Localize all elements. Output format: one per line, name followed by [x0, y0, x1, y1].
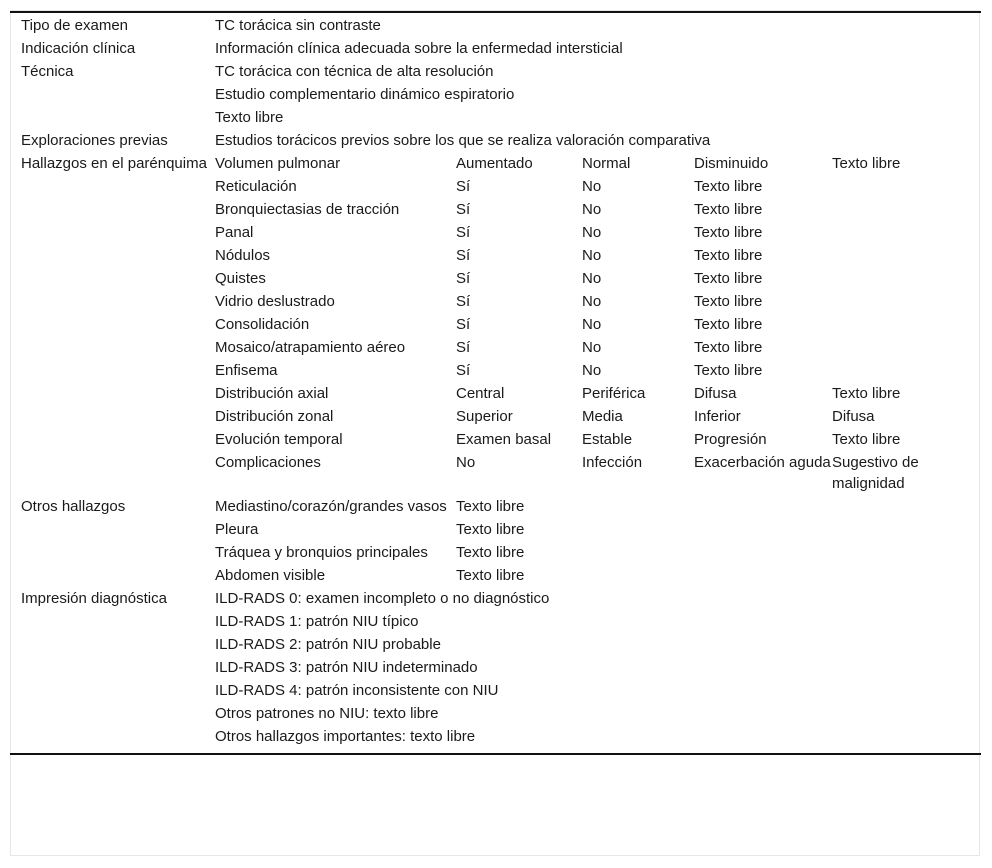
option-cell: Sí	[456, 224, 471, 241]
section-label: Tipo de examen	[21, 17, 129, 34]
item-label: Nódulos	[215, 247, 271, 264]
table-row	[10, 37, 981, 60]
item-label: ILD-RADS 4: patrón inconsistente con NIU	[215, 682, 499, 699]
option-cell: Sí	[456, 178, 471, 195]
option-cell: Progresión	[694, 431, 767, 448]
option-cell: No	[456, 454, 476, 471]
item-label: Estudios torácicos previos sobre los que se realiza valoración comparativa	[215, 132, 711, 149]
option-cell: Texto libre	[694, 270, 763, 287]
option-cell: No	[582, 316, 602, 333]
item-label: Distribución axial	[215, 385, 329, 402]
option-cell: Texto libre	[456, 544, 525, 561]
option-cell: Superior	[456, 408, 513, 425]
item-label: Pleura	[215, 521, 259, 538]
item-label: Estudio complementario dinámico espiratorio	[215, 86, 515, 103]
option-cell: Texto libre	[694, 362, 763, 379]
table-row	[10, 129, 981, 152]
item-label: Bronquiectasias de tracción	[215, 201, 400, 218]
item-label: Tráquea y bronquios principales	[215, 544, 428, 561]
section-label: Indicación clínica	[21, 40, 136, 57]
option-cell: Sí	[456, 247, 471, 264]
option-cell: Texto libre	[694, 316, 763, 333]
option-cell: Sugestivo de malignidad	[832, 454, 919, 492]
option-cell: Texto libre	[694, 247, 763, 264]
option-cell: Texto libre	[694, 224, 763, 241]
option-cell	[832, 221, 981, 244]
section-label: Exploraciones previas	[21, 132, 168, 149]
option-cell: Normal	[582, 155, 631, 172]
option-cell	[832, 198, 981, 221]
item-label: Distribución zonal	[215, 408, 334, 425]
option-cell: Exacerbación aguda	[694, 454, 831, 471]
option-cell: Sí	[456, 270, 471, 287]
option-cell	[832, 267, 981, 290]
option-cell: Estable	[582, 431, 633, 448]
item-label: TC torácica con técnica de alta resolución	[215, 63, 494, 80]
item-label: Información clínica adecuada sobre la enfermedad intersticial	[215, 40, 623, 57]
option-cell	[832, 244, 981, 267]
option-cell: No	[582, 178, 602, 195]
option-cell: Aumentado	[456, 155, 533, 172]
option-cell: No	[582, 201, 602, 218]
option-cell: No	[582, 339, 602, 356]
item-label: Complicaciones	[215, 454, 321, 471]
option-cell: Difusa	[832, 408, 875, 425]
table-row	[10, 587, 981, 610]
item-label: ILD-RADS 0: examen incompleto o no diagnóstico	[215, 590, 550, 607]
item-label: Reticulación	[215, 178, 297, 195]
option-cell: Disminuido	[694, 155, 769, 172]
item-label: Quistes	[215, 270, 266, 287]
item-label: TC torácica sin contraste	[215, 17, 381, 34]
option-cell: Texto libre	[456, 498, 525, 515]
item-label: Otros hallazgos importantes: texto libre	[215, 728, 476, 745]
item-label: Vidrio deslustrado	[215, 293, 335, 310]
item-label: Volumen pulmonar	[215, 155, 341, 172]
item-label: Enfisema	[215, 362, 278, 379]
section-label: Hallazgos en el parénquima	[21, 155, 207, 172]
option-cell: No	[582, 362, 602, 379]
option-cell: No	[582, 270, 602, 287]
option-cell: Texto libre	[456, 521, 525, 538]
item-label: ILD-RADS 3: patrón NIU indeterminado	[215, 659, 478, 676]
table-row	[10, 495, 981, 518]
option-cell: No	[582, 247, 602, 264]
table-row	[10, 152, 981, 175]
option-cell	[832, 336, 981, 359]
option-cell: Difusa	[694, 385, 737, 402]
option-cell: Sí	[456, 339, 471, 356]
section-label: Otros hallazgos	[21, 498, 126, 515]
item-label: Abdomen visible	[215, 567, 326, 584]
option-cell: Texto libre	[694, 293, 763, 310]
option-cell	[832, 359, 981, 382]
item-label: Evolución temporal	[215, 431, 343, 448]
section-label: Técnica	[21, 63, 74, 80]
table-row	[10, 60, 981, 83]
table-row	[10, 12, 981, 37]
item-label: Consolidación	[215, 316, 310, 333]
option-cell	[832, 313, 981, 336]
option-cell: Media	[582, 408, 623, 425]
option-cell: Central	[456, 385, 505, 402]
option-cell: No	[582, 293, 602, 310]
item-label: Mediastino/corazón/grandes vasos	[215, 498, 447, 515]
item-label: ILD-RADS 1: patrón NIU típico	[215, 613, 419, 630]
option-cell: No	[582, 224, 602, 241]
option-cell: Texto libre	[832, 431, 901, 448]
option-cell	[832, 290, 981, 313]
option-cell: Texto libre	[694, 339, 763, 356]
option-cell: Sí	[456, 293, 471, 310]
item-label: Texto libre	[215, 109, 284, 126]
option-cell: Texto libre	[456, 567, 525, 584]
option-cell: Texto libre	[832, 385, 901, 402]
item-label: Mosaico/atrapamiento aéreo	[215, 339, 406, 356]
option-cell: Sí	[456, 316, 471, 333]
option-cell: Periférica	[582, 385, 646, 402]
report-template-table	[10, 11, 981, 755]
option-cell: Infección	[582, 454, 643, 471]
option-cell: Texto libre	[694, 178, 763, 195]
table-body	[10, 12, 981, 754]
option-cell: Texto libre	[832, 155, 901, 172]
section-label: Impresión diagnóstica	[21, 590, 167, 607]
option-cell: Sí	[456, 362, 471, 379]
option-cell: Sí	[456, 201, 471, 218]
option-cell	[832, 175, 981, 198]
option-cell: Inferior	[694, 408, 741, 425]
item-label: Panal	[215, 224, 254, 241]
item-label: Otros patrones no NIU: texto libre	[215, 705, 439, 722]
option-cell: Examen basal	[456, 431, 552, 448]
item-label: ILD-RADS 2: patrón NIU probable	[215, 636, 441, 653]
option-cell: Texto libre	[694, 201, 763, 218]
